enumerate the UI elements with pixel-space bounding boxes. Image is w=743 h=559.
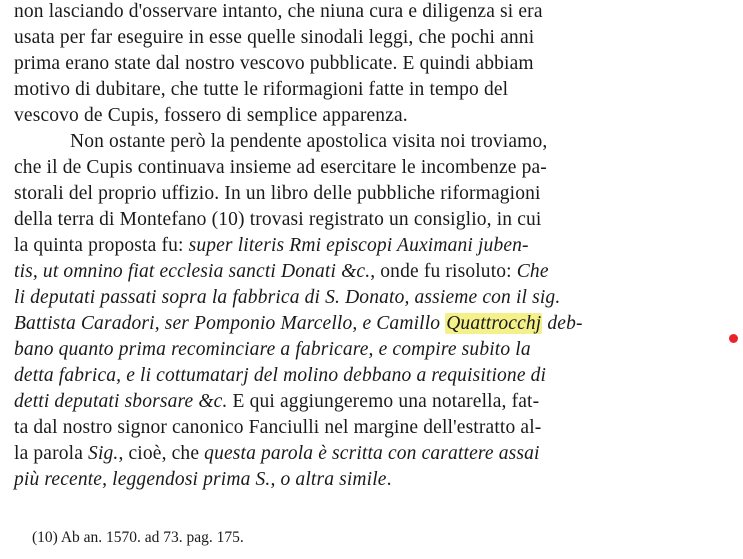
italic-quote: detti deputati sborsare &c.: [14, 391, 228, 412]
italic-quote: tis, ut omnino fiat ecclesia sancti Donati &c.: [14, 261, 371, 282]
text-line: ta dal nostro signor canonico Fanciulli nel margine dell'estratto al-: [14, 417, 542, 438]
text-line: [14, 364, 546, 388]
italic-quote: Che: [516, 261, 549, 282]
text-line: della terra di Montefano (10) trovasi registrato un consiglio, in cui: [14, 209, 542, 230]
italic-quote: deb-: [542, 313, 583, 334]
text-line: [14, 390, 539, 414]
text-line: [14, 442, 540, 466]
annotation-marker-dot[interactable]: [729, 334, 738, 343]
text-line: usata per far eseguire in esse quelle sinodali leggi, che pochi anni: [14, 27, 535, 48]
paragraph-first-line: Non ostante però la pendente apostolica visita noi troviamo,: [70, 131, 548, 152]
italic-quote: più recente, leggendosi prima S., o altra simile: [14, 469, 387, 490]
italic-quote: questa parola è scritta con carattere assai: [204, 443, 540, 464]
footnote: (10) Ab an. 1570. ad 73. pag. 175.: [32, 529, 244, 546]
italic-quote: Sig.: [88, 443, 119, 464]
text-span: , cioè, che: [118, 443, 205, 464]
text-span: la quinta proposta fu:: [14, 235, 189, 256]
italic-quote: detta fabrica, e li cottumatarj del molino debbano a requisitione di: [14, 365, 547, 386]
text-line: prima erano state dal nostro vescovo pubblicate. E quindi abbiam: [14, 53, 534, 74]
text-line: vescovo de Cupis, fossero di semplice apparenza.: [14, 105, 408, 126]
text-line: motivo di dubitare, che tutte le riformagioni fatte in tempo del: [14, 79, 509, 100]
text-span: , onde fu risoluto:: [370, 261, 517, 282]
text-line: storali del proprio uffizio. In un libro delle pubbliche riformagioni: [14, 183, 541, 204]
italic-quote: bano quanto prima recominciare a fabricare, e compire subito la: [14, 339, 531, 360]
text-line: [14, 338, 531, 362]
text-line: che il de Cupis continuava insieme ad esercitare le incombenze pa-: [14, 157, 547, 178]
text-span: E qui aggiungeremo una notarella, fat-: [227, 391, 540, 412]
italic-quote: li deputati passati sopra la fabbrica di S. Donato, assieme con il sig.: [14, 287, 561, 308]
text-line: [14, 468, 392, 492]
highlighted-word[interactable]: Quattrocchj: [446, 313, 542, 334]
text-line: [14, 286, 560, 310]
italic-quote: super literis Rmi episcopi Auximani juben-: [188, 235, 529, 256]
text-span: .: [386, 469, 392, 490]
text-line: [14, 234, 529, 258]
text-line: non lasciando d'osservare intanto, che niuna cura e diligenza si era: [14, 1, 543, 22]
text-line: [14, 312, 583, 336]
text-line: [14, 260, 549, 284]
text-span: la parola: [14, 443, 89, 464]
italic-quote: Battista Caradori, ser Pomponio Marcello, e Camillo: [14, 313, 446, 334]
